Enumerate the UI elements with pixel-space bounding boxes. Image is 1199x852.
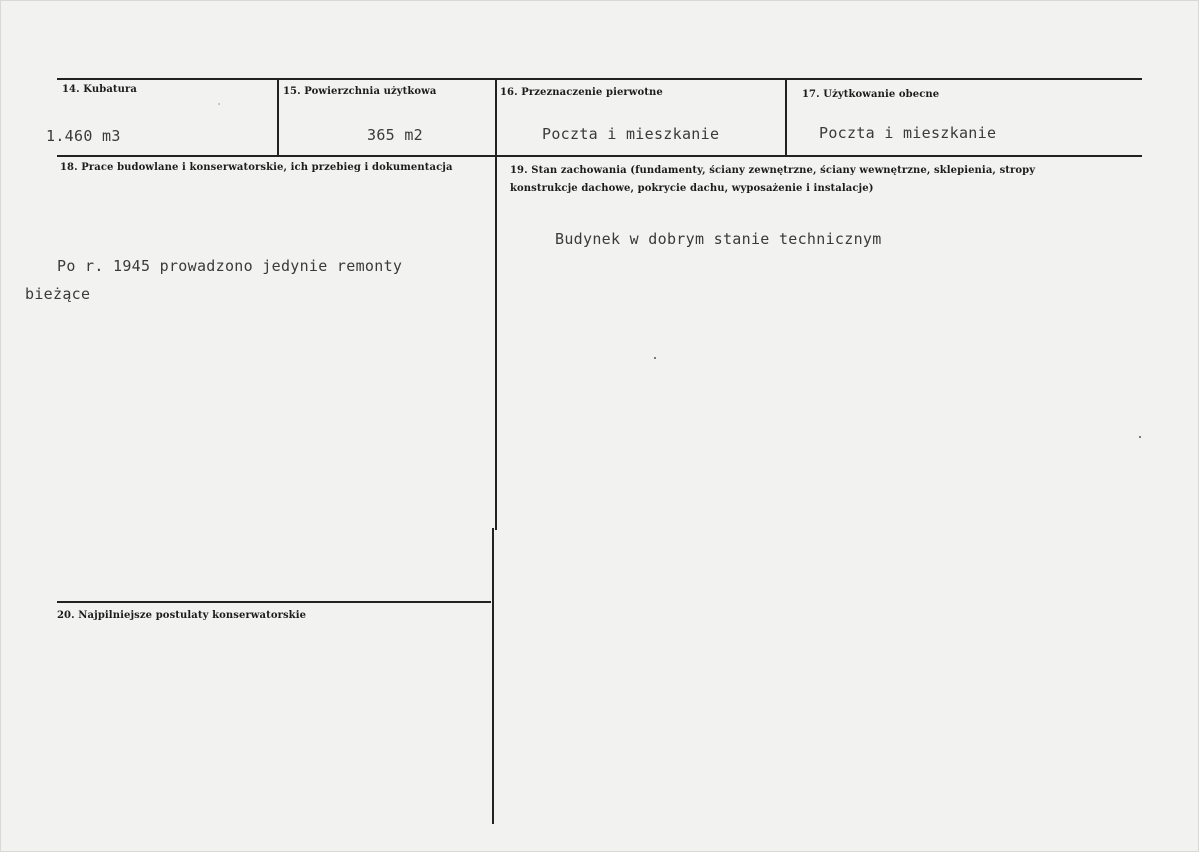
field-14-label: 14. Kubatura <box>62 84 137 95</box>
field-18-value-line1: Po r. 1945 prowadzono jedynie remonty <box>57 257 403 275</box>
top-row-bottom-rule <box>57 155 1142 157</box>
field-18-label: 18. Prace budowlane i konserwatorskie, ich przebieg i dokumentacja <box>60 162 453 173</box>
paper-speck <box>654 357 656 359</box>
field-20-label: 20. Najpilniejsze postulaty konserwatorskie <box>57 610 307 621</box>
top-row-top-rule <box>57 78 1142 80</box>
field-19-label-line2: konstrukcje dachowe, pokrycie dachu, wyposażenie i instalacje) <box>510 183 874 194</box>
separator-14-15 <box>277 78 279 156</box>
field-15-label: 15. Powierzchnia użytkowa <box>283 86 437 97</box>
field-15-value: 365 m2 <box>367 126 423 144</box>
main-column-divider <box>495 155 497 530</box>
field-19-value: Budynek w dobrym stanie technicznym <box>555 230 882 248</box>
field-16-value: Poczta i mieszkanie <box>542 125 720 143</box>
field-19-label-line1: 19. Stan zachowania (fundamenty, ściany zewnętrzne, ściany wewnętrzne, sklepienia, stropy <box>510 165 1036 176</box>
field-14-value: 1.460 m3 <box>46 127 121 145</box>
field-17-label: 17. Użytkowanie obecne <box>802 89 940 100</box>
paper-speck <box>218 103 220 105</box>
field-17-value: Poczta i mieszkanie <box>819 124 997 142</box>
main-column-divider-lower <box>492 528 494 824</box>
separator-15-16 <box>495 78 497 156</box>
field-18-value-line2: bieżące <box>25 285 91 303</box>
paper-speck <box>1139 436 1141 438</box>
field-20-top-rule <box>57 601 491 603</box>
field-16-label: 16. Przeznaczenie pierwotne <box>500 87 663 98</box>
separator-16-17 <box>785 80 787 156</box>
